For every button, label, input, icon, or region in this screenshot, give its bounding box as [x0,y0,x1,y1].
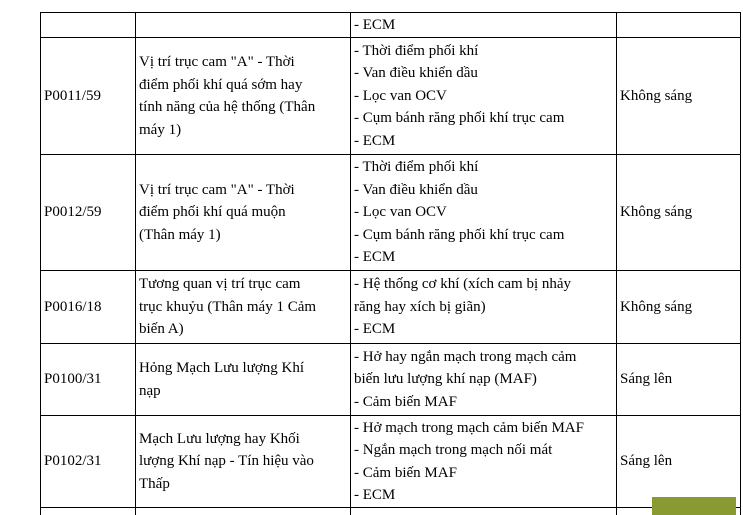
dtc-table [40,12,741,515]
dtc-code-cell [41,13,136,38]
description-line: Vị trí trục cam "A" - Thời [139,54,295,70]
cause-line: - Van điều khiển dầu [354,65,478,82]
description-line: biến A) [139,321,184,338]
mil-status-cell: Không sáng [617,38,741,155]
cause-line: - Van điều khiển dầu [354,181,478,198]
cause-line: - Ngắn mạch trong mạch nối mát [354,442,553,458]
cause-line: biến lưu lượng khí nạp (MAF) [354,371,537,388]
dtc-causes-cell [351,13,617,38]
description-line: Mạch Lưu lượng hay Khối [139,430,300,447]
cause-line: - Lọc van OCV [354,204,447,221]
dtc-causes-cell [351,416,617,508]
mil-status-cell: Không sáng [617,155,741,271]
cause-line: - Hở hay ngắn mạch trong mạch cảm [354,348,577,365]
cause-line: - Cảm biến MAF [354,464,457,481]
description-line: trục khuỷu (Thân máy 1 Cảm [139,298,317,315]
empty-cell [41,508,136,515]
dtc-description-cell [136,344,351,416]
cause-line: - Hệ thống cơ khí (xích cam bị nhảy [354,276,572,293]
dtc-code-cell: P0011/59 [41,38,136,155]
mil-status-cell: Sáng lên [617,344,741,416]
empty-cell [136,508,351,515]
table-row [41,155,741,271]
mil-status-cell: Không sáng [617,271,741,344]
dtc-code-cell: P0100/31 [41,344,136,416]
description-line: Tương quan vị trí trục cam [139,276,301,293]
table-row [41,344,741,416]
dtc-description-cell [136,271,351,344]
description-line: lượng Khí nạp - Tín hiệu vào [139,453,314,470]
dtc-table-body [41,13,741,515]
dtc-causes-cell [351,271,617,344]
description-line: điểm phối khí quá muộn [139,204,286,221]
description-line: Vị trí trục cam "A" - Thời [139,181,295,198]
description-line: Thấp [139,475,170,492]
cause-line: - Cụm bánh răng phối khí trục cam [354,110,565,127]
dtc-causes-cell [351,38,617,155]
table-row [41,416,741,508]
cause-line: - ECM [354,249,396,266]
description-line: Hỏng Mạch Lưu lượng Khí [139,360,305,376]
dtc-description-cell [136,416,351,508]
description-line: nạp [139,382,161,399]
dtc-causes-cell [351,344,617,416]
cause-line: - Cảm biến MAF [354,393,457,410]
description-line: tính năng của hệ thống (Thân [139,99,316,115]
description-line: (Thân máy 1) [139,226,221,243]
cause-line: - Lọc van OCV [354,87,447,104]
dtc-code-cell: P0012/59 [41,155,136,271]
mil-status-cell: Sáng lên [617,416,741,508]
table-row [41,13,741,38]
table-row [41,38,741,155]
dtc-description-cell [136,38,351,155]
accent-bar [652,497,736,515]
dtc-description-cell [136,155,351,271]
cause-line: răng hay xích bị giãn) [354,298,486,315]
dtc-causes-cell [351,155,617,271]
empty-cell [351,508,617,515]
mil-status-cell [617,13,741,38]
description-line: điểm phối khí quá sớm hay [139,76,303,93]
cause-line: - Cụm bánh răng phối khí trục cam [354,226,565,243]
cause-line: - ECM [354,321,396,338]
description-line: máy 1) [139,121,182,138]
dtc-code-cell: P0102/31 [41,416,136,508]
table-row-partial [41,508,741,515]
cause-line: - Thời điểm phối khí [354,159,479,176]
cause-line: - ECM [354,487,396,503]
dtc-description-cell [136,13,351,38]
cause-line: - ECM [354,132,396,149]
cause-line: - Hở mạch trong mạch cảm biến MAF [354,419,584,436]
cause-line: - ECM [354,16,396,33]
dtc-code-cell: P0016/18 [41,271,136,344]
cause-line: - Thời điểm phối khí [354,42,479,59]
table-row [41,271,741,344]
